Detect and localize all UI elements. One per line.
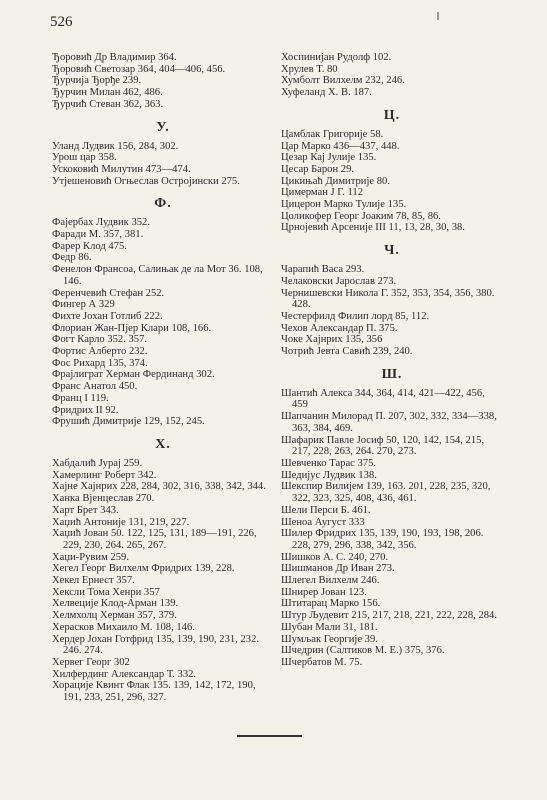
index-entry: Ускоковић Милутин 473—474.: [52, 163, 191, 175]
index-entry: Урош цар 358.: [52, 152, 117, 164]
index-entry: Уланд Лудвик 156, 284, 302.: [52, 140, 179, 152]
index-entry: Фортис Алберто 232.: [52, 346, 148, 358]
index-entry: Цесар Барон 29.: [281, 163, 355, 175]
index-entry: Фаради М. 357, 381.: [52, 229, 144, 241]
index-entry: Шилер Фридрих 135, 139, 190, 193, 198, 206. 228, 279, 296, 338, 342, 356.: [281, 528, 484, 551]
index-entry: Хелвеције Клод-Арман 139.: [52, 598, 179, 610]
index-entry: Фогт Карло 352. 357.: [52, 334, 148, 346]
index-entry: Чоке Хајнрих 135, 356: [281, 334, 383, 346]
index-entry: Чотрић Јевта Савић 239, 240.: [281, 346, 413, 358]
index-entry: Црнојевић Арсеније III 11, 13, 28, 30, 38.: [281, 222, 465, 234]
index-entry: Штитарац Марко 156.: [281, 598, 381, 610]
index-entry: Шишков А. С. 240, 270.: [281, 551, 389, 563]
index-entry: Федр 86.: [52, 252, 92, 264]
section-letter-heading: Ш.: [381, 366, 403, 382]
index-entry: Хрулев Т. 80: [281, 63, 338, 75]
index-entry: Ференчевић Стефан 252.: [52, 287, 165, 299]
index-column-left: [52, 52, 274, 704]
index-entry: Шекспир Вилијем 139, 163. 201, 228, 235, 320, 322, 323, 325, 408, 436, 461.: [281, 481, 491, 505]
index-entry: Честерфилд Филип лорд 85, 112.: [281, 310, 430, 322]
index-entry: Хорације Квинт Флак 135. 139, 142, 172, 190, 191, 233, 251, 296, 327.: [52, 680, 256, 704]
index-entry: Ђурчић Стеван 362, 363.: [52, 98, 164, 110]
index-entry: Хабдалић Јурај 259.: [52, 457, 143, 469]
index-entry: Франс Анатол 450.: [52, 381, 138, 393]
index-entry: Хелмхолц Херман 357, 379.: [52, 610, 177, 622]
index-entry: Шапчанин Милорад П. 207, 302, 332, 334—338, 363, 384, 469.: [281, 411, 497, 434]
index-entry: Хајне Хајнрих 228, 284, 302, 316, 338, 342, 344.: [52, 481, 266, 493]
index-entry: Утјешеновић Огњеслав Остројински 275.: [52, 175, 240, 187]
index-entry: Фенелон Франсоа, Салињак де ла Мот 36. 108, 146.: [52, 264, 263, 287]
index-entry: Шевченко Тарас 375.: [281, 457, 377, 469]
index-entry: Чехов Александар П. 375.: [281, 322, 398, 334]
index-entry: Штур Људевит 215, 217, 218, 221, 222, 228, 284.: [281, 610, 497, 622]
index-entry: Хилфердинг Александар Т. 332.: [52, 668, 197, 680]
index-entry: Хумболт Вилхелм 232, 246.: [281, 75, 405, 87]
index-entry: Цицерон Марко Тулије 135.: [281, 199, 407, 211]
index-entry: Шишманов Др Иван 273.: [281, 563, 395, 575]
index-entry: Шлегел Вилхелм 246.: [281, 575, 380, 587]
index-entry: Чарапић Васа 293.: [281, 264, 365, 276]
index-entry: Франц I 119.: [52, 392, 109, 404]
index-entry: Хексли Тома Хенри 357: [52, 586, 160, 598]
section-letter-heading: Х.: [155, 436, 171, 452]
index-entry: Фајербах Лудвик 352.: [52, 217, 150, 229]
index-entry: Фрушић Димитрије 129, 152, 245.: [52, 416, 205, 428]
index-entry: Шедијус Лудвик 138.: [281, 469, 377, 481]
index-entry: Фос Рихард 135, 374.: [52, 357, 148, 369]
index-entry: Ханка Вјенцеслав 270.: [52, 493, 155, 505]
margin-mark: [437, 12, 439, 20]
section-letter-heading: Ц.: [383, 107, 401, 123]
end-rule: [237, 735, 302, 737]
index-entry: Хекел Ернест 357.: [52, 575, 135, 587]
index-entry: Цимерман Ј Г. 112: [281, 187, 364, 199]
index-entry: Чернишевски Никола Г. 352, 353, 354, 356, 380. 428.: [281, 287, 495, 311]
index-entry: Шафарик Павле Јосиф 50, 120, 142, 154, 215, 217, 228, 263, 264. 270, 273.: [281, 434, 485, 458]
index-column-right: [281, 52, 503, 669]
index-entry: Хаџи-Рувим 259.: [52, 551, 129, 563]
page-number: 526: [50, 14, 73, 30]
index-entry: Цар Марко 436—437, 448.: [281, 140, 400, 152]
index-entry: Фридрих II 92.: [52, 404, 119, 416]
index-entry: Фрајлиграт Херман Фердинанд 302.: [52, 369, 215, 381]
section-letter-heading: Ч.: [384, 243, 400, 259]
index-entry: Ђурчија Ђорђе 239.: [52, 75, 142, 87]
index-entry: Челаковски Јарослав 273.: [281, 275, 397, 287]
index-entry: Хоспинијан Рудолф 102.: [281, 52, 392, 63]
index-entry: Хамерлинг Роберт 342.: [52, 469, 157, 481]
index-entry: Хаџић Антоније 131, 219, 227.: [52, 516, 190, 528]
index-entry: Ђоровић Др Владимир 364.: [52, 52, 177, 63]
index-entry: Фингер А 329: [52, 299, 115, 311]
index-entry: Шели Перси Б. 461.: [281, 504, 371, 516]
index-entry: Херасков Михаило М. 108, 146.: [52, 621, 195, 633]
index-entry: Харт Брет 343.: [52, 504, 119, 516]
index-entry: Ђоровић Светозар 364, 404—406, 456.: [52, 63, 226, 75]
index-entry: Шчербатов М. 75.: [281, 656, 363, 668]
index-entry: Цезар Кај Јулије 135.: [281, 152, 377, 164]
index-entry: Шубан Мали 31, 181.: [281, 621, 378, 633]
index-entry: Хервег Георг 302: [52, 656, 130, 668]
section-letter-heading: Ф.: [154, 196, 172, 212]
section-letter-heading: У.: [156, 119, 170, 135]
index-entry: Флориан Жан-Пјер Клари 108, 166.: [52, 322, 212, 334]
index-entry: Цамблак Григорије 58.: [281, 128, 384, 140]
index-entry: Ђурчин Милан 462, 486.: [52, 87, 163, 99]
index-entry: Хердер Јохан Готфрид 135, 139, 190, 231, 232. 246. 274.: [52, 633, 260, 657]
index-entry: Шнирер Јован 123.: [281, 586, 367, 598]
index-entry: Фарер Клод 475.: [52, 240, 127, 252]
index-entry: Цикињаћ Димитрије 80.: [281, 175, 390, 187]
index-entry: Хегел Георг Вилхелм Фридрих 139, 228.: [52, 563, 235, 575]
index-entry: Цоликофер Георг Јоаким 78, 85, 86.: [281, 210, 441, 222]
index-entry: Шчедрин (Салтиков М. Е.) 375, 376.: [281, 645, 445, 657]
index-entry: Шеноа Аугуст 333: [281, 516, 365, 528]
index-entry: Хаџић Јован 50. 122, 125, 131, 189—191, 226, 229, 230, 264. 265, 267.: [52, 528, 257, 551]
index-entry: Фихте Јохан Готлиб 222.: [52, 310, 163, 322]
index-entry: Хуфеланд Х. В. 187.: [281, 87, 372, 99]
index-entry: Шумљак Георгије 39.: [281, 633, 378, 645]
index-entry: Шантић Алекса 344, 364, 414, 421—422, 456, 459: [281, 387, 485, 411]
